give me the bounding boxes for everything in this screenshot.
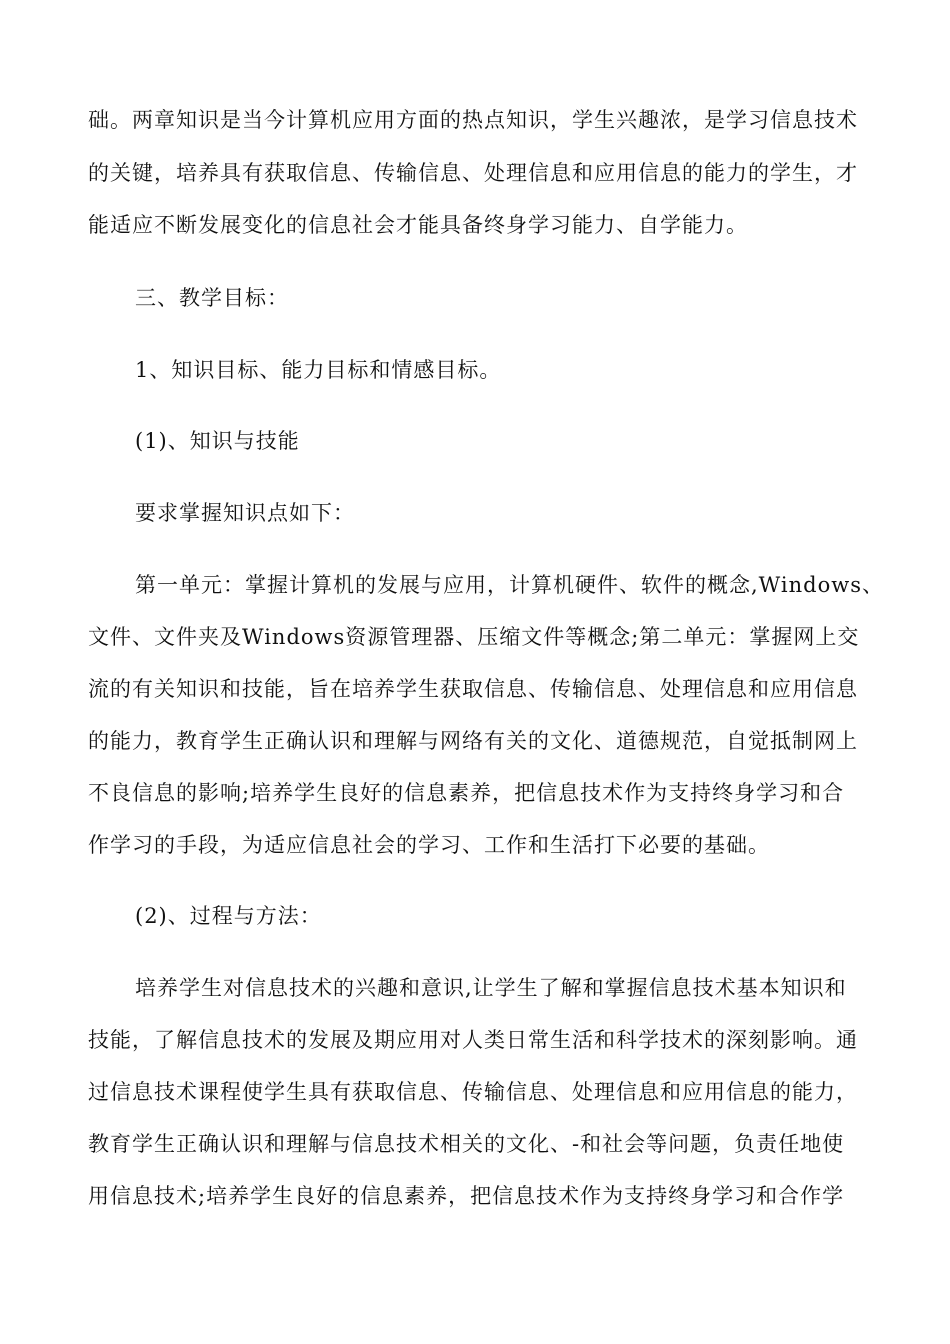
paragraph-line: 础。两章知识是当今计算机应用方面的热点知识，学生兴趣浓，是学习信息技术 [88,108,858,132]
paragraph-line: 流的有关知识和技能，旨在培养学生获取信息、传输信息、处理信息和应用信息 [88,677,858,701]
paragraph-line: 过信息技术课程使学生具有获取信息、传输信息、处理信息和应用信息的能力， [88,1080,858,1104]
paragraph-line: 用信息技术;培养学生良好的信息素养，把信息技术作为支持终身学习和合作学 [88,1184,845,1208]
paragraph-line: 培养学生对信息技术的兴趣和意识,让学生了解和掌握信息技术基本知识和 [135,976,847,1000]
paragraph-line: 不良信息的影响;培养学生良好的信息素养，把信息技术作为支持终身学习和合 [88,781,845,805]
paragraph-line: 的关键，培养具有获取信息、传输信息、处理信息和应用信息的能力的学生，才 [88,161,858,185]
section-heading: 三、教学目标： [135,286,289,310]
paragraph-line: 的能力，教育学生正确认识和理解与网络有关的文化、道德规范，自觉抵制网上 [88,729,858,753]
paragraph-line: 作学习的手段，为适应信息社会的学习、工作和生活打下必要的基础。 [88,833,770,857]
paragraph-line: 要求掌握知识点如下： [135,501,355,525]
paragraph-line: 文件、文件夹及Windows资源管理器、压缩文件等概念;第二单元：掌握网上交 [88,625,860,649]
paragraph-line: 能适应不断发展变化的信息社会才能具备终身学习能力、自学能力。 [88,213,748,237]
subsection-heading: (2)、过程与方法： [135,904,322,928]
paragraph-line: 第一单元：掌握计算机的发展与应用，计算机硬件、软件的概念,Windows、 [135,573,884,597]
subsection-heading: 1、知识目标、能力目标和情感目标。 [135,358,502,382]
paragraph-line: 技能，了解信息技术的发展及期应用对人类日常生活和科学技术的深刻影响。通 [88,1028,858,1052]
subsection-heading: (1)、知识与技能 [135,429,300,453]
paragraph-line: 教育学生正确认识和理解与信息技术相关的文化、-和社会等问题，负责任地使 [88,1132,845,1156]
